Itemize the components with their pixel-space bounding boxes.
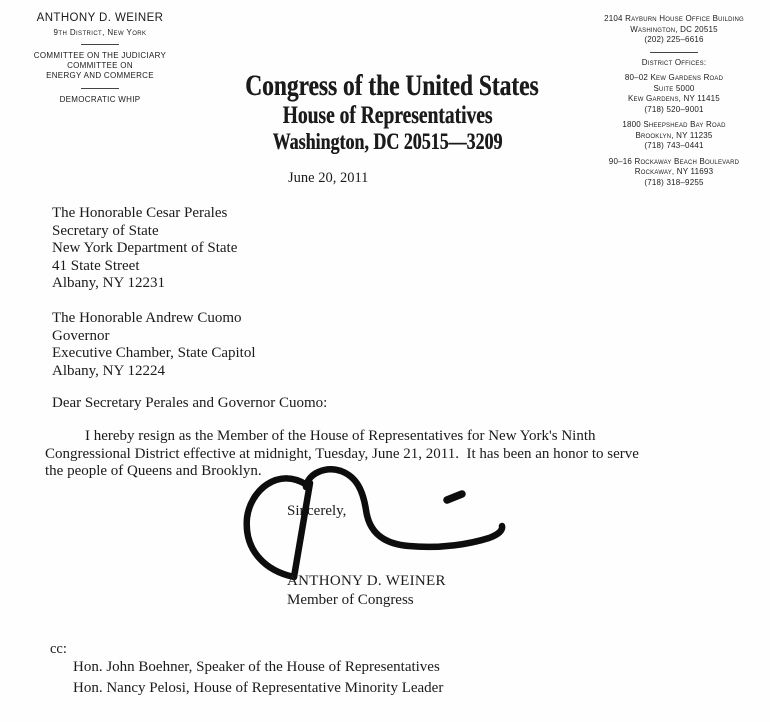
closing-sincerely: Sincerely, xyxy=(287,503,347,519)
member-info-block xyxy=(4,12,196,105)
divider-rule xyxy=(81,44,119,45)
member-role: DEMOCRATIC WHIP xyxy=(59,95,141,104)
committee-judiciary: COMMITTEE ON THE JUDICIARY xyxy=(33,51,167,60)
congress-masthead xyxy=(205,70,570,154)
office-addresses-block xyxy=(582,14,766,188)
recipient-name: The Honorable Cesar Perales xyxy=(52,205,228,221)
masthead-congress: Congress of the United States xyxy=(245,69,539,102)
office-phone: (718) 318–9255 xyxy=(644,177,704,187)
recipient-org: New York Department of State xyxy=(52,240,238,256)
office-street: 90–16 Rockaway Beach Boulevard xyxy=(608,156,740,166)
office-phone: (718) 520–9001 xyxy=(644,104,704,114)
office-street: 1800 Sheepshead Bay Road xyxy=(622,120,726,129)
signer-title: Member of Congress xyxy=(287,592,414,608)
district-office-kew-gardens xyxy=(582,73,766,115)
body-line: Congressional District effective at midnight, Tuesday, June 21, 2011. It has been an honor to serve xyxy=(45,445,639,462)
member-name: ANTHONY D. WEINER xyxy=(36,12,164,24)
district-offices-heading: District Offices: xyxy=(641,57,707,67)
recipient-street: Executive Chamber, State Capitol xyxy=(52,345,256,361)
recipient-title: Secretary of State xyxy=(52,222,159,239)
recipient-title: Governor xyxy=(52,327,110,344)
body-line: I hereby resign as the Member of the House of Representatives for New York's Ninth xyxy=(85,428,596,444)
letter-date: June 20, 2011 xyxy=(288,170,369,186)
committee-energy-commerce-line2: ENERGY AND COMMERCE xyxy=(46,71,154,80)
handwritten-signature xyxy=(235,462,515,587)
recipient-address-cuomo xyxy=(52,310,256,380)
district-office-rockaway xyxy=(582,157,766,189)
cc-recipient-pelosi: Hon. Nancy Pelosi, House of Representative Minority Leader xyxy=(73,680,444,696)
district-office-brooklyn xyxy=(582,120,766,152)
dc-office-phone: (202) 225–6616 xyxy=(644,35,704,44)
signer-name: ANTHONY D. WEINER xyxy=(287,573,446,589)
committee-energy-commerce-line1: COMMITTEE ON xyxy=(67,61,133,70)
recipient-address-perales xyxy=(52,205,237,293)
signature-tail xyxy=(306,469,502,547)
member-district: 9th District, New York xyxy=(53,28,147,37)
body-line: the people of Queens and Brooklyn. xyxy=(45,463,262,479)
office-phone: (718) 743–0441 xyxy=(644,141,704,150)
masthead-washington: Washington, DC 20515—3209 xyxy=(272,129,503,154)
cc-label: cc: xyxy=(50,641,67,657)
recipient-city: Albany, NY 12224 xyxy=(52,362,166,379)
signature-chord xyxy=(294,483,310,577)
recipient-name: The Honorable Andrew Cuomo xyxy=(52,310,242,326)
office-street: 80–02 Kew Gardens Road xyxy=(624,73,724,82)
salutation: Dear Secretary Perales and Governor Cuomo: xyxy=(52,395,328,411)
masthead-house: House of Representatives xyxy=(282,102,493,129)
office-city: Rockaway, NY 11693 xyxy=(634,167,714,176)
office-city: Brooklyn, NY 11235 xyxy=(635,130,713,140)
office-city: Kew Gardens, NY 11415 xyxy=(628,94,720,103)
cc-recipient-boehner: Hon. John Boehner, Speaker of the House of Representatives xyxy=(73,659,440,675)
dc-office-address: 2104 Rayburn House Office Building xyxy=(604,14,744,23)
recipient-street: 41 State Street xyxy=(52,257,140,274)
recipient-city: Albany, NY 12231 xyxy=(52,275,166,291)
divider-rule xyxy=(650,52,698,53)
divider-rule xyxy=(81,88,119,89)
signature-dash xyxy=(447,494,462,500)
dc-office-city: Washington, DC 20515 xyxy=(630,24,718,34)
office-suite: Suite 5000 xyxy=(653,83,695,93)
